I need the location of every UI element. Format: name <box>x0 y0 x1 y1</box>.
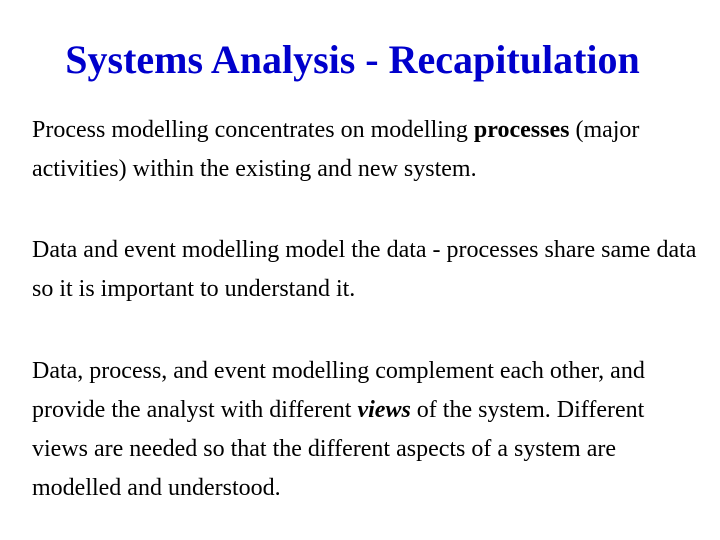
paragraph-data-event-modelling: Data and event modelling model the data - processes share same data so it is important to understand it. <box>32 237 697 302</box>
paragraph-3-text-before: Data, process, and event modelling complement each other, and provide the analyst with different <box>32 358 645 423</box>
slide-title: Systems Analysis - Recapitulation <box>65 37 640 82</box>
paragraph-1-emphasis: processes <box>473 117 570 143</box>
paragraph-complementary-views <box>32 352 702 508</box>
paragraph-1-text-before: Process modelling concentrates on modelling <box>32 117 474 143</box>
paragraph-3-emphasis: views <box>357 397 411 423</box>
paragraph-1-text-after: (major activities) within the existing and new system. <box>32 117 640 182</box>
paragraph-3-text-after: of the system. Different views are needed so that the different aspects of a system are modelled and understood. <box>32 397 645 501</box>
paragraph-process-modelling <box>32 111 702 189</box>
